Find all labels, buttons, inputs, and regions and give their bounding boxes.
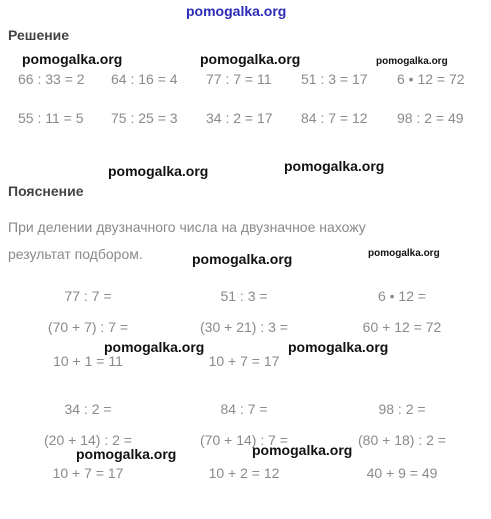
solution-eq: 51 : 3 = 17 [301, 71, 368, 87]
watermark: pomogalka.org [288, 339, 389, 355]
solution-eq: 6 • 12 = 72 [397, 71, 465, 87]
watermark: pomogalka.org [76, 446, 177, 462]
watermark: pomogalka.org [104, 339, 205, 355]
watermark: pomogalka.org [200, 51, 301, 67]
calc-step: 6 • 12 = [377, 288, 427, 304]
watermark: pomogalka.org [284, 158, 385, 174]
calc-step: (80 + 18) : 2 = [358, 432, 446, 448]
solution-eq: 77 : 7 = 11 [206, 71, 272, 87]
calc-step: 51 : 3 = [220, 288, 268, 304]
watermark: pomogalka.org [376, 56, 448, 67]
calc-step: 98 : 2 = [378, 401, 426, 417]
watermark: pomogalka.org [22, 51, 123, 67]
calc-step: (70 + 14) : 7 = [200, 432, 288, 448]
calc-step: 40 + 9 = 49 [366, 465, 438, 481]
calc-step: 10 + 7 = 17 [52, 465, 124, 481]
watermark: pomogalka.org [252, 442, 353, 458]
watermark-top: pomogalka.org [186, 3, 287, 19]
calc-step: 10 + 7 = 17 [208, 353, 280, 369]
solution-eq: 34 : 2 = 17 [206, 110, 273, 126]
solution-eq: 55 : 11 = 5 [18, 110, 84, 126]
solution-eq: 75 : 25 = 3 [111, 110, 178, 126]
calc-step: 34 : 2 = [64, 401, 112, 417]
calc-step: 10 + 2 = 12 [208, 465, 280, 481]
solution-eq: 66 : 33 = 2 [18, 71, 85, 87]
calc-step: 84 : 7 = [220, 401, 268, 417]
solution-eq: 64 : 16 = 4 [111, 71, 178, 87]
solution-eq: 98 : 2 = 49 [397, 110, 464, 126]
calc-step: 77 : 7 = [64, 288, 112, 304]
explanation-text-line2: результат подбором. [8, 246, 143, 262]
solution-eq: 84 : 7 = 12 [301, 110, 368, 126]
explanation-heading: Пояснение [8, 183, 84, 199]
watermark: pomogalka.org [108, 163, 209, 179]
calc-step: 10 + 1 = 11 [53, 353, 123, 369]
explanation-text-line1: При делении двузначного числа на двузначное нахожу [8, 219, 366, 235]
watermark: pomogalka.org [368, 248, 440, 259]
calc-step: (20 + 14) : 2 = [44, 432, 132, 448]
solution-heading: Решение [8, 27, 70, 43]
calc-step: (70 + 7) : 7 = [47, 319, 129, 335]
watermark: pomogalka.org [192, 251, 293, 267]
calc-step: 60 + 12 = 72 [362, 319, 442, 335]
calc-step: (30 + 21) : 3 = [200, 319, 288, 335]
